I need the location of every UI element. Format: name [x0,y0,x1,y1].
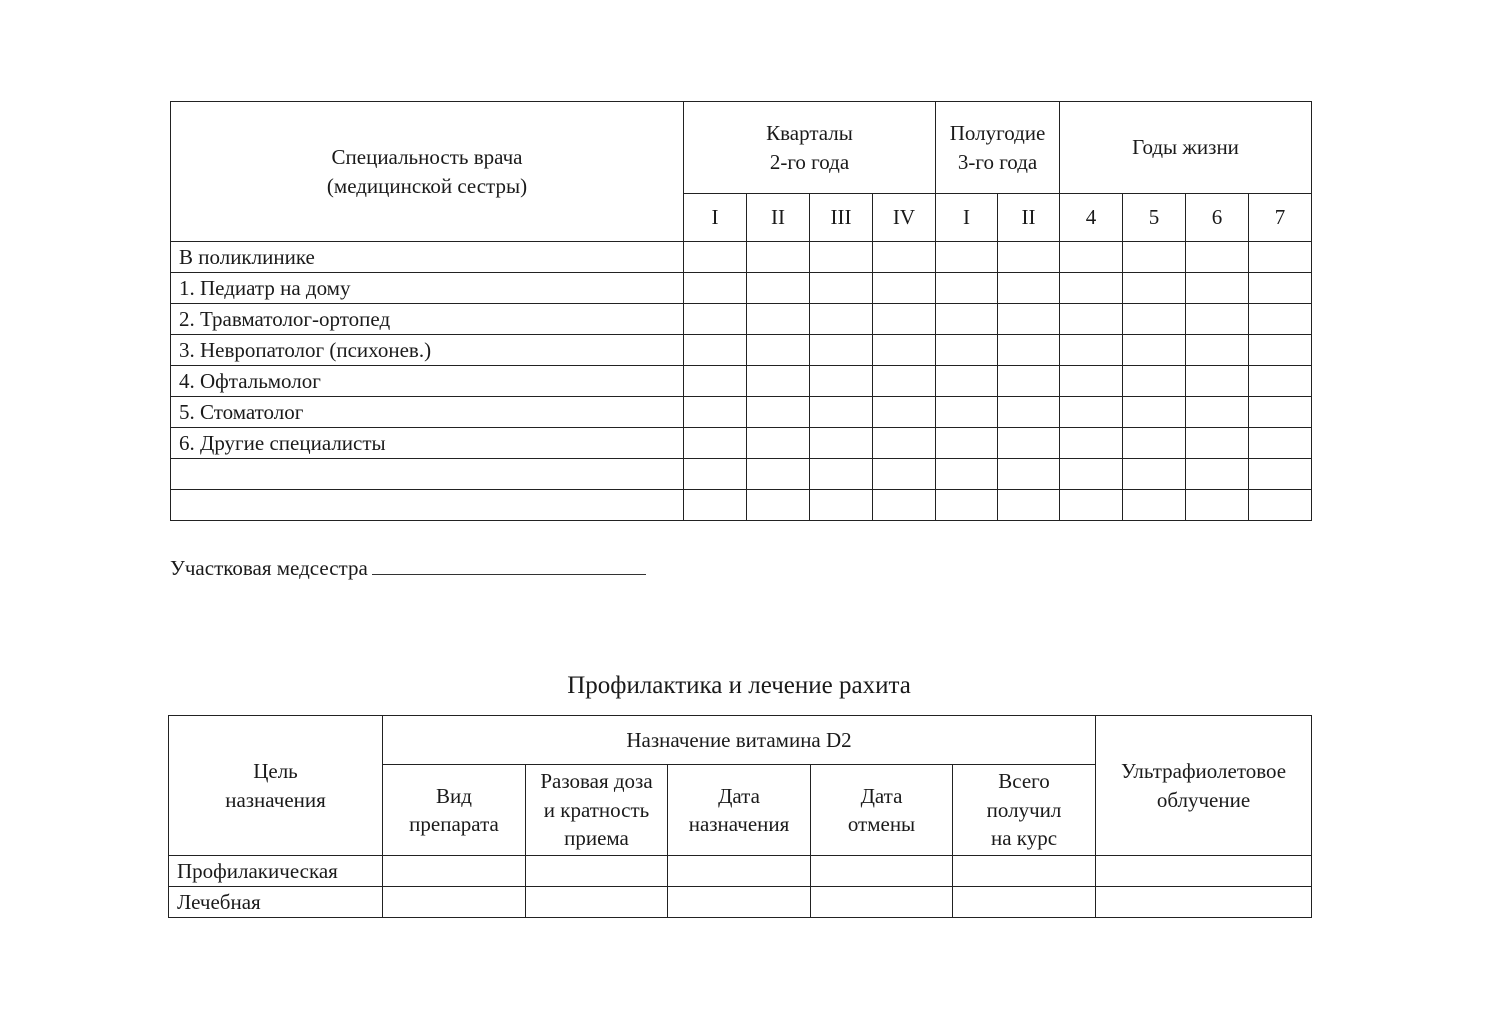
table-row [171,490,1312,521]
quarter-label: II [747,194,810,242]
entry-cell[interactable] [1186,459,1249,490]
entry-cell[interactable] [936,304,998,335]
table-row [171,242,1312,273]
entry-cell[interactable] [1249,273,1312,304]
entry-cell[interactable] [747,428,810,459]
header-specialty-line2: (медицинской сестры) [326,173,528,198]
entry-cell[interactable] [1060,490,1123,521]
entry-cell[interactable] [1186,428,1249,459]
table-row [171,335,1312,366]
subheader-line: Вид [436,783,472,808]
subheader-line: на курс [990,826,1058,851]
entry-cell[interactable] [811,887,953,918]
header-goal-line1: Цель [253,759,298,784]
header-halfyear-line1: Полугодие [949,121,1046,146]
entry-cell[interactable] [811,856,953,887]
entry-cell[interactable] [1123,335,1186,366]
entry-cell[interactable] [1123,366,1186,397]
header-specialty [171,102,684,242]
header-years: Годы жизни [1060,102,1312,194]
entry-cell[interactable] [810,273,873,304]
entry-cell[interactable] [668,856,811,887]
vitamin-subheader [383,765,526,856]
goal-cell: Лечебная [169,887,383,918]
subheader-line: приема [564,826,629,851]
halfyear-label: I [936,194,998,242]
entry-cell[interactable] [526,887,668,918]
entry-cell[interactable] [1249,304,1312,335]
entry-cell[interactable] [526,856,668,887]
section-title: Профилактика и лечение рахита [567,672,911,699]
entry-cell[interactable] [1249,459,1312,490]
table-row [171,366,1312,397]
subheader-line: Разовая доза [540,769,653,794]
entry-cell[interactable] [668,887,811,918]
entry-cell[interactable] [1186,335,1249,366]
entry-cell[interactable] [810,459,873,490]
entry-cell[interactable] [747,335,810,366]
signature-label: Участковая медсестра [170,556,368,580]
entry-cell[interactable] [1186,397,1249,428]
entry-cell[interactable] [684,304,747,335]
table-row [171,304,1312,335]
entry-cell[interactable] [1123,490,1186,521]
header-quarters-line2: 2-го года [769,149,850,174]
table-row [171,459,1312,490]
entry-cell[interactable] [873,304,936,335]
specialty-cell: 5. Стоматолог [171,397,684,428]
entry-cell[interactable] [1186,242,1249,273]
subheader-line: и кратность [543,797,650,822]
quarter-label: IV [873,194,936,242]
entry-cell[interactable] [684,397,747,428]
entry-cell[interactable] [1123,397,1186,428]
header-uv-line1: Ультрафиолетовое [1120,759,1287,784]
year-label: 7 [1249,194,1312,242]
entry-cell[interactable] [873,459,936,490]
visits-table-body [171,242,1312,521]
entry-cell[interactable] [1060,304,1123,335]
entry-cell[interactable] [998,459,1060,490]
entry-cell[interactable] [1123,428,1186,459]
entry-cell[interactable] [1060,335,1123,366]
entry-cell[interactable] [1060,242,1123,273]
signature-line[interactable] [372,552,646,575]
entry-cell[interactable] [684,335,747,366]
vitamin-subheader [668,765,811,856]
entry-cell[interactable] [1249,490,1312,521]
entry-cell[interactable] [936,273,998,304]
subheader-line: Всего [998,769,1050,794]
entry-cell[interactable] [1123,273,1186,304]
entry-cell[interactable] [747,490,810,521]
specialty-cell: В поликлинике [171,242,684,273]
entry-cell[interactable] [998,366,1060,397]
entry-cell[interactable] [936,397,998,428]
entry-cell[interactable] [1123,304,1186,335]
entry-cell[interactable] [1060,273,1123,304]
entry-cell[interactable] [998,490,1060,521]
entry-cell[interactable] [936,490,998,521]
subheader-line: отмены [847,812,916,836]
entry-cell[interactable] [1060,428,1123,459]
entry-cell[interactable] [873,428,936,459]
entry-cell[interactable] [810,397,873,428]
entry-cell[interactable] [1249,366,1312,397]
entry-cell[interactable] [747,397,810,428]
signature-block [170,552,646,581]
entry-cell[interactable] [1123,459,1186,490]
header-halfyear [936,102,1060,194]
subheader-line: препарата [409,812,499,836]
halfyear-label: II [998,194,1060,242]
entry-cell[interactable] [810,304,873,335]
entry-cell[interactable] [1186,490,1249,521]
header-uv-line2: облучение [1156,787,1251,812]
entry-cell[interactable] [1186,304,1249,335]
entry-cell[interactable] [747,273,810,304]
header-goal [169,716,383,856]
entry-cell[interactable] [810,335,873,366]
entry-cell[interactable] [684,366,747,397]
specialty-cell [171,490,684,521]
header-specialty-line1: Специальность врача [331,145,523,170]
vitamin-subheader [811,765,953,856]
subheader-line: назначения [688,812,790,836]
entry-cell[interactable] [810,490,873,521]
specialty-cell: 4. Офтальмолог [171,366,684,397]
specialty-cell: 6. Другие специалисты [171,428,684,459]
entry-cell[interactable] [936,366,998,397]
entry-cell[interactable] [1096,856,1312,887]
table-row [171,428,1312,459]
entry-cell[interactable] [953,856,1096,887]
table-row [169,887,1312,918]
entry-cell[interactable] [936,335,998,366]
entry-cell[interactable] [684,242,747,273]
entry-cell[interactable] [998,397,1060,428]
specialty-cell: 1. Педиатр на дому [171,273,684,304]
entry-cell[interactable] [747,304,810,335]
entry-cell[interactable] [873,490,936,521]
header-quarters-line1: Кварталы [766,121,853,146]
header-halfyear-line2: 3-го года [957,149,1038,174]
entry-cell[interactable] [1186,273,1249,304]
entry-cell[interactable] [747,242,810,273]
year-label: 4 [1060,194,1123,242]
entry-cell[interactable] [383,887,526,918]
entry-cell[interactable] [1060,366,1123,397]
entry-cell[interactable] [684,490,747,521]
table-row [169,856,1312,887]
entry-cell[interactable] [1249,428,1312,459]
vitamin-subheader [953,765,1096,856]
header-goal-line2: назначения [225,787,326,812]
rickets-table-body [169,856,1312,918]
entry-cell[interactable] [1186,366,1249,397]
entry-cell[interactable] [936,428,998,459]
table-row [171,397,1312,428]
header-quarters [684,102,936,194]
subheader-line: получил [986,797,1062,822]
entry-cell[interactable] [1096,887,1312,918]
subheader-line: Дата [718,783,760,808]
entry-cell[interactable] [873,366,936,397]
entry-cell[interactable] [998,273,1060,304]
entry-cell[interactable] [810,242,873,273]
entry-cell[interactable] [936,242,998,273]
specialty-cell: 2. Травматолог-ортопед [171,304,684,335]
entry-cell[interactable] [953,887,1096,918]
entry-cell[interactable] [747,366,810,397]
specialty-cell: 3. Невропатолог (психонев.) [171,335,684,366]
entry-cell[interactable] [383,856,526,887]
entry-cell[interactable] [684,459,747,490]
entry-cell[interactable] [1123,242,1186,273]
quarter-label: I [684,194,747,242]
quarter-label: III [810,194,873,242]
specialty-cell [171,459,684,490]
table-row [171,273,1312,304]
doctor-visits-table [170,101,1312,521]
entry-cell[interactable] [873,397,936,428]
year-label: 5 [1123,194,1186,242]
entry-cell[interactable] [998,428,1060,459]
entry-cell[interactable] [810,428,873,459]
vitamin-subheader [526,765,668,856]
header-uv [1096,716,1312,856]
entry-cell[interactable] [998,242,1060,273]
entry-cell[interactable] [1060,397,1123,428]
entry-cell[interactable] [998,335,1060,366]
entry-cell[interactable] [1060,459,1123,490]
entry-cell[interactable] [873,335,936,366]
entry-cell[interactable] [747,459,810,490]
year-label: 6 [1186,194,1249,242]
entry-cell[interactable] [810,366,873,397]
goal-cell: Профилакическая [169,856,383,887]
rickets-table [168,715,1312,918]
entry-cell[interactable] [1249,397,1312,428]
entry-cell[interactable] [1249,335,1312,366]
entry-cell[interactable] [936,459,998,490]
entry-cell[interactable] [1249,242,1312,273]
entry-cell[interactable] [998,304,1060,335]
entry-cell[interactable] [873,242,936,273]
entry-cell[interactable] [873,273,936,304]
subheader-line: Дата [860,783,903,808]
header-vitamin: Назначение витамина D2 [383,716,1096,765]
entry-cell[interactable] [684,273,747,304]
entry-cell[interactable] [684,428,747,459]
